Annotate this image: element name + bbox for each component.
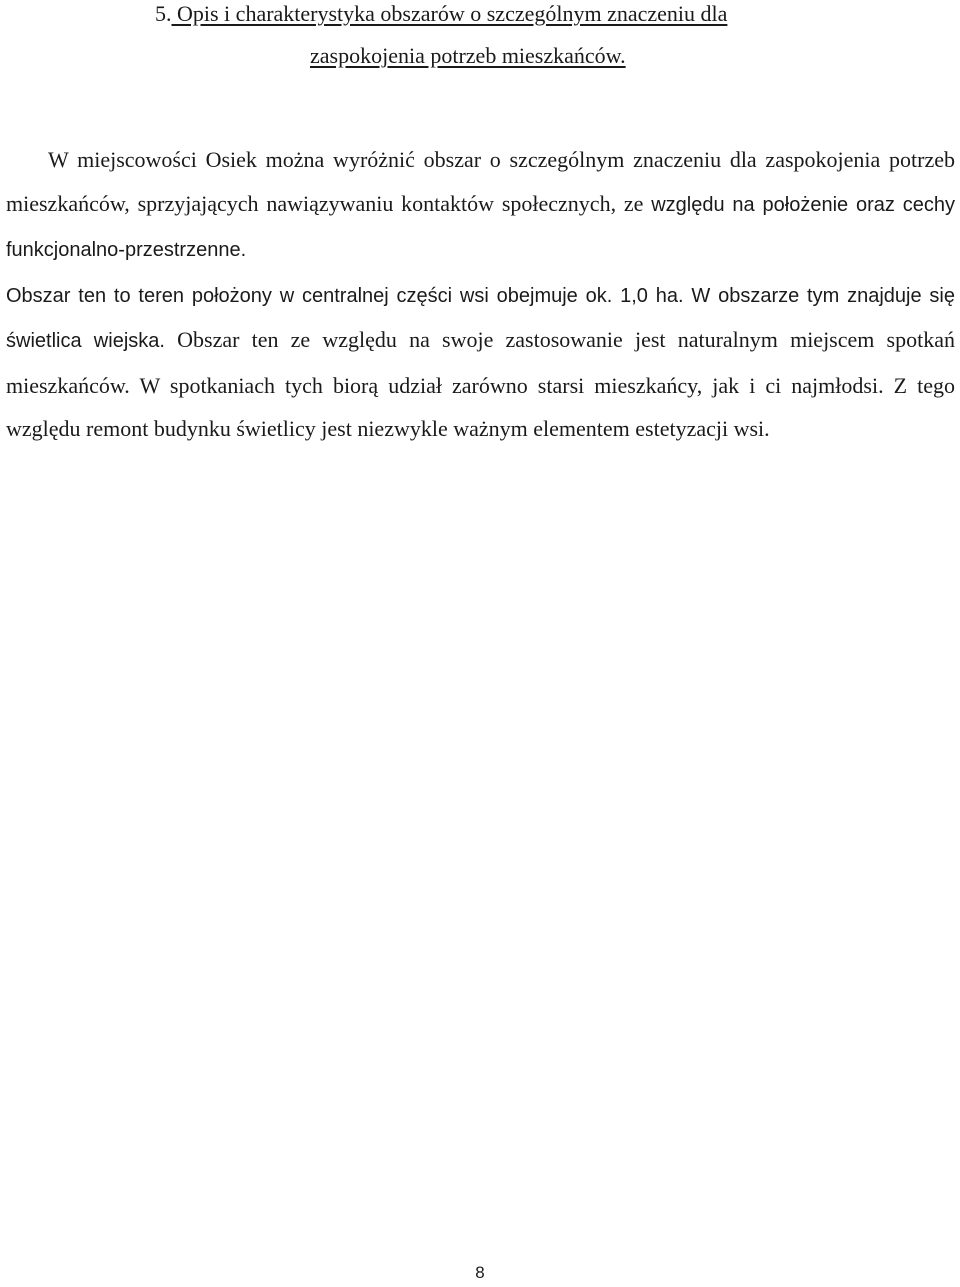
section-title-part-1: Opis i charakterystyka obszarów o szczególnym znaczeniu dla [171,1,728,26]
page-number: 8 [475,1263,485,1282]
paragraph-2 [6,273,955,451]
paragraph-2-sans-text: Obszar ten to teren położony w centralnej części wsi obejmuje ok. 1,0 ha. W obszarze tym znajduje się świetlica wiejska. [6,284,955,352]
section-heading-line-1 [155,0,727,35]
paragraph-1-serif-text: W miejscowości Osiek można wyróżnić obszar o szczególnym znaczeniu dla zaspokojenia potrzeb mieszkańców, sprzyjających nawiązywaniu kontaktów społecznych, ze [6,147,955,216]
section-heading-line-2 [310,35,626,77]
paragraph-1-sans-text: względu na położenie oraz cechy funkcjonalno-przestrzenne. [6,193,956,261]
section-number: 5. [155,1,172,26]
paragraph-2-serif-text: Obszar ten ze względu na swoje zastosowanie jest naturalnym miejscem spotkań mieszkańców. W spotkaniach tych biorą udział zarówno starsi mieszkańcy, jak i ci najmłodsi. Z tego względu remont budynku świetlicy jest niezwykle ważnym elementem estetyzacji wsi. [6,327,955,441]
section-body [6,138,955,451]
paragraph-1 [6,138,955,273]
section-title-part-2: zaspokojenia potrzeb mieszkańców. [310,43,626,68]
